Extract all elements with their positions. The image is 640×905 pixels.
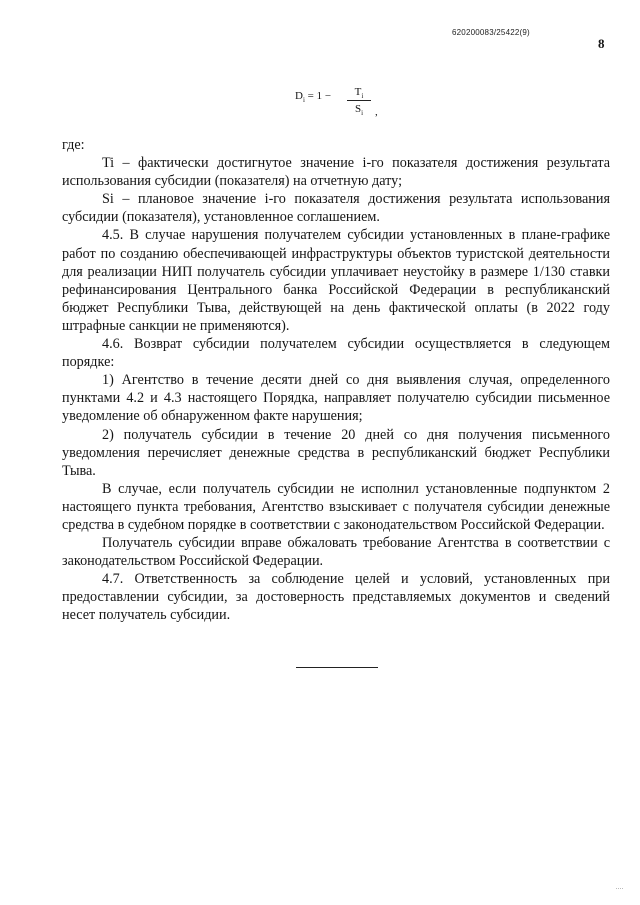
body-text xyxy=(62,136,610,625)
formula-den-sub: i xyxy=(361,109,364,118)
page-number: 8 xyxy=(598,36,605,51)
paragraph-si-definition: Si – плановое значение i-го показателя достижения результата использования субсидии (показателя), установленное соглашением. xyxy=(62,191,610,226)
formula-equals: = 1 − xyxy=(307,90,332,102)
paragraph-4-6-item-1: 1) Агентство в течение десяти дней со дня выявления случая, определенного пунктами 4.2 и 4.3 настоящего Порядка, направляет получателю субсидии письменное уведомление об обнаруженном факте нарушения; xyxy=(62,372,610,425)
paragraph-4-7: 4.7. Ответственность за соблюдение целей и условий, установленных при предоставлении субсидии, за достоверность представляемых документов и сведений несет получатель субсидии. xyxy=(62,571,610,624)
paragraph-appeal: Получатель субсидии вправе обжаловать требование Агентства в соответствии с законодательством Российской Федерации. xyxy=(62,535,610,570)
formula-lhs-sub: i xyxy=(302,96,305,105)
formula-lhs xyxy=(295,90,331,104)
formula-num-sub: i xyxy=(361,92,364,101)
scan-artifact xyxy=(616,888,623,892)
paragraph-4-5: 4.5. В случае нарушения получателем субсидии установленных в плане-графике работ по созданию обеспечивающей инфраструктуры объектов туристской деятельности для реализации НИП получатель субсидии уплачивает неустойку в размере 1/130 ставки рефинансирования Центрального банка Российской Федерации в республиканский бюджет Республики Тыва, действующей на день фактической оплаты (в 2022 году штрафные санкции не применяются). xyxy=(62,227,610,334)
formula-lhs-base: D xyxy=(295,90,303,102)
formula-num-base: T xyxy=(354,86,362,98)
paragraph-ti-definition: Ti – фактически достигнутое значение i-го показателя достижения результата использования субсидии (показателя) на отчетную дату; xyxy=(62,155,610,190)
formula-comma: , xyxy=(375,106,378,118)
formula-numerator xyxy=(347,86,371,99)
paragraph-recovery: В случае, если получатель субсидии не исполнил установленные подпунктом 2 настоящего пункта требования, Агентство взыскивает с получателя субсидии денежные средства в судебном порядке в соответствии с законодательством Российской Федерации. xyxy=(62,480,610,533)
end-separator-line xyxy=(296,667,378,668)
formula-den-base: S xyxy=(354,103,362,115)
fraction-bar xyxy=(347,100,371,101)
paragraph-4-6: 4.6. Возврат субсидии получателем субсидии осуществляется в следующем порядке: xyxy=(62,336,610,371)
formula-fraction xyxy=(347,86,371,116)
formula-denominator xyxy=(347,103,371,116)
document-number: 620200083/25422(9) xyxy=(452,28,530,37)
paragraph-4-6-item-2: 2) получатель субсидии в течение 20 дней со дня получения письменного уведомления перечисляет денежные средства в республиканский бюджет Республики Тыва. xyxy=(62,426,610,479)
paragraph-where: где: xyxy=(62,137,85,153)
